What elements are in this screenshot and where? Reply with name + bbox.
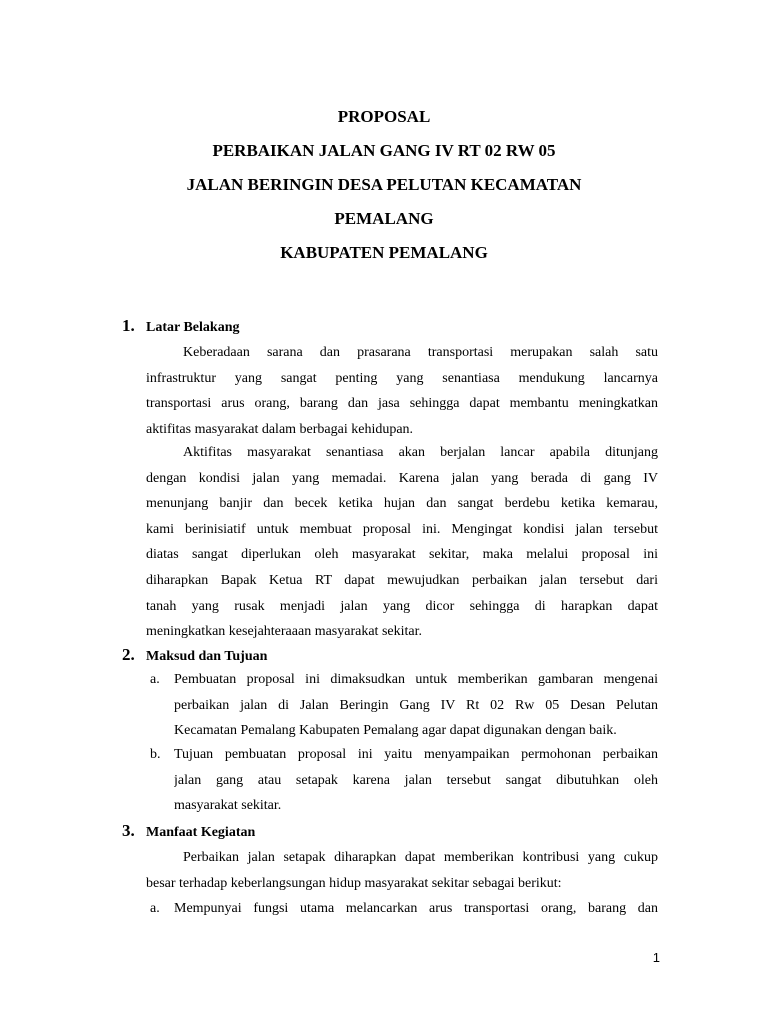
text-line: jalan gang atau setapak karena jalan tersebut sangat dibutuhkan oleh [174,772,658,788]
text-line: menunjang banjir dan becek ketika hujan dan sangat berdebu ketika kemarau, [146,496,658,512]
section-heading-manfaat-kegiatan [122,818,255,846]
text-line: Keberadaan sarana dan prasarana transportasi merupakan salah satu [183,345,658,360]
text-line: meningkatkan kesejahteraaan masyarakat sekitar. [146,624,422,640]
text-line: diharapkan Bapak Ketua RT dapat mewujudkan perbaikan jalan tersebut dari [146,572,658,588]
section-title: Maksud dan Tujuan [146,649,268,664]
section-heading-latar-belakang [122,313,239,341]
title-line: PERBAIKAN JALAN GANG IV RT 02 RW 05 [212,141,556,160]
page-number: 1 [652,950,660,965]
section-title: Manfaat Kegiatan [146,825,256,840]
section-number: 1. [122,316,135,335]
text-line: tanah yang rusak menjadi jalan yang dicor sehingga di harapkan dapat [146,598,658,614]
section-heading-maksud-dan-tujuan [122,642,267,670]
text-line: aktifitas masyarakat dalam berbagai kehidupan. [146,421,414,437]
title-line: KABUPATEN PEMALANG [280,243,488,262]
list-marker: a. [150,901,160,916]
text-line: Kecamatan Pemalang Kabupaten Pemalang agar dapat digunakan dengan baik. [174,723,617,739]
text-line: masyarakat sekitar. [174,798,282,814]
list-marker: b. [150,747,161,762]
title-line: PEMALANG [334,209,434,228]
section-number: 2. [122,645,135,664]
title-line: PROPOSAL [337,107,431,126]
text-line: dengan kondisi jalan yang memadai. Karena jalan yang berada di gang IV [146,470,658,486]
text-line: Perbaikan jalan setapak diharapkan dapat memberikan kontribusi yang cukup [183,850,658,865]
text-line: infrastruktur yang sangat penting yang senantiasa mendukung lancarnya [146,370,658,386]
section-title: Latar Belakang [146,320,240,335]
paragraph [146,845,658,896]
text-line: Pembuatan proposal ini dimaksudkan untuk memberikan gambaran mengenai [174,672,658,687]
paragraph [146,340,658,442]
text-line: kami berinisiatif untuk membuat proposal ini. Mengingat kondisi jalan tersebut [146,521,658,537]
text-line: transportasi arus orang, barang dan jasa sehingga dapat membantu meningkatkan [146,396,658,412]
document-title [0,100,768,270]
title-line: JALAN BERINGIN DESA PELUTAN KECAMATAN [186,175,582,194]
paragraph [146,440,658,645]
text-line: Tujuan pembuatan proposal ini yaitu menyampaikan permohonan perbaikan [174,747,658,762]
list-marker: a. [150,672,160,687]
text-line: Aktifitas masyarakat senantiasa akan berjalan lancar apabila ditunjang [183,445,658,460]
text-line: besar terhadap keberlangsungan hidup masyarakat sekitar sebagai berikut: [146,875,562,891]
text-line: perbaikan jalan di Jalan Beringin Gang IV Rt 02 Rw 05 Desan Pelutan [174,697,658,713]
section-number: 3. [122,821,135,840]
text-line: Mempunyai fungsi utama melancarkan arus transportasi orang, barang dan [174,901,658,916]
text-line: diatas sangat diperlukan oleh masyarakat sekitar, maka melalui proposal ini [146,547,658,563]
